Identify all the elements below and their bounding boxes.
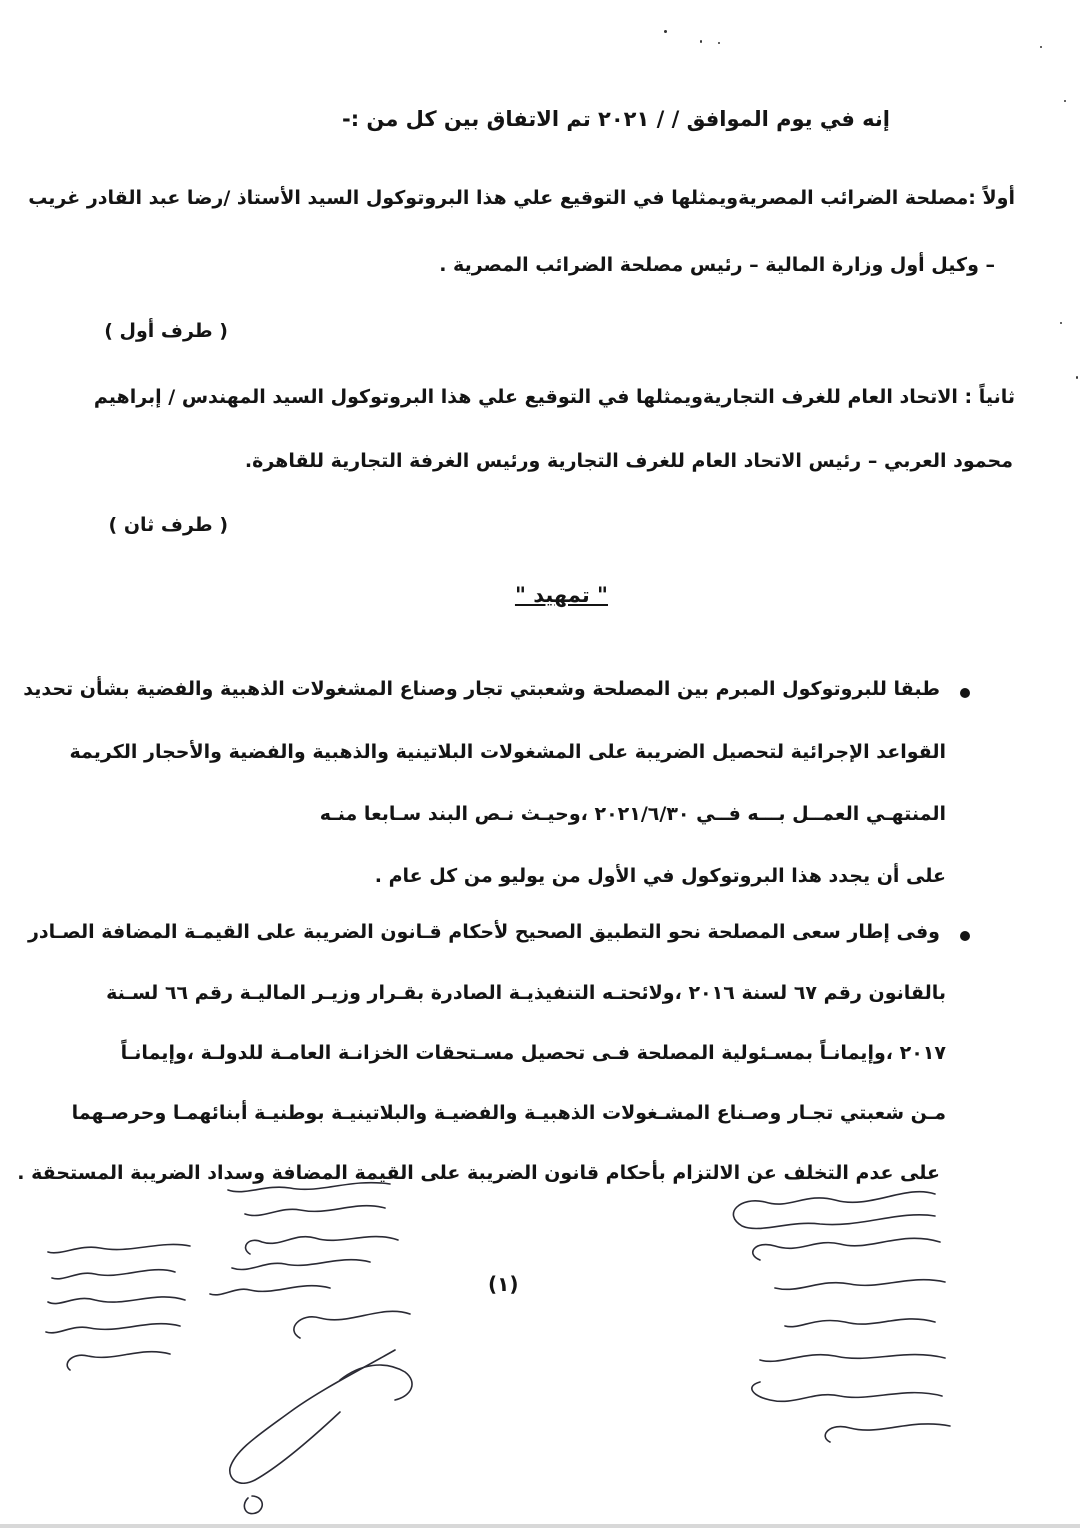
preamble-item1-line-4: على أن يجدد هذا البروتوكول في الأول من يوليو من كل عام . <box>374 865 946 887</box>
signature-stroke <box>48 1297 185 1304</box>
party-one-line-1: أولاً :مصلحة الضرائب المصريةويمثلها في التوقيع علي هذا البروتوكول السيد الأستاذ /رضا عبد القادر غريب <box>28 187 1015 209</box>
preamble-item1-line-3: المنتهـي العمــل بـــه فــي ٢٠٢١/٦/٣٠ ،وحيـث نـص البند سـابعا منـه <box>319 803 946 825</box>
signature-stroke <box>230 1350 395 1483</box>
scan-speck <box>1064 100 1066 102</box>
party-two-line-2: محمود العربي – رئيس الاتحاد العام للغرف التجارية ورئيس الغرفة التجارية للقاهرة. <box>244 450 1013 472</box>
signature-stroke <box>752 1382 942 1401</box>
scan-speck <box>718 42 720 44</box>
scan-edge <box>0 1524 1080 1528</box>
bullet-icon <box>960 688 970 698</box>
party-one-line-2: – وكيل أول وزارة المالية – رئيس مصلحة الضرائب المصرية . <box>439 254 995 276</box>
signature-stroke <box>232 1260 370 1270</box>
preamble-item2-line-3: ٢٠١٧ ،وإيمانـاً بمسـئولية المصلحة فـى تحصيل مسـتحقات الخزانـة العامـة للدولـة ،وإيمانـاً <box>120 1042 946 1064</box>
signature-stroke <box>245 1206 385 1216</box>
scan-speck <box>1040 46 1042 48</box>
signature-stroke <box>46 1324 180 1333</box>
preamble-title: " تمهيد " <box>514 583 608 607</box>
party-two-line-1: ثانياً : الاتحاد العام للغرف التجاريةويمثلها في التوقيع علي هذا البروتوكول السيد المهندس / إبراهيم <box>93 386 1015 408</box>
signature-stroke <box>210 1286 330 1295</box>
signature-stroke <box>246 1237 398 1254</box>
signature-stroke <box>733 1192 935 1229</box>
scan-speck <box>700 40 702 43</box>
signature-stroke <box>48 1244 190 1252</box>
signature-stroke <box>775 1280 945 1290</box>
signature-stroke <box>244 1496 262 1514</box>
signature-right-column <box>733 1192 950 1442</box>
scan-speck <box>664 30 667 33</box>
preamble-item2-line-1: وفى إطار سعى المصلحة نحو التطبيق الصحيح لأحكام قـانون الضريبة على القيمـة المضافة الصـادر <box>27 921 940 943</box>
preamble-item2-line-5: على عدم التخلف عن الالتزام بأحكام قانون الضريبة على القيمة المضافة وسداد الضريبة المستحقة . <box>17 1162 940 1184</box>
page-number: (١) <box>488 1272 519 1296</box>
signature-stroke <box>760 1355 945 1362</box>
preamble-item2-line-4: مـن شعبتي تجـار وصـناع المشـغولات الذهبيـة والفضيـة والبلاتينيـة بوطنيـة أبنائهمـا وحرصـهما <box>71 1102 946 1124</box>
preamble-item2-line-2: بالقانون رقم ٦٧ لسنة ٢٠١٦ ،ولائحتـه التنفيذيـة الصادرة بقـرار وزيـر الماليـة رقم ٦٦ لسـنة <box>106 982 946 1004</box>
signatures-area <box>0 1150 1080 1528</box>
party-two-label: ( طرف ثان ) <box>108 514 228 536</box>
preamble-item1-line-2: القواعد الإجرائية لتحصيل الضريبة على المشغولات البلاتينية والذهبية والفضية والأحجار الكريمة <box>69 741 946 763</box>
signature-stroke <box>753 1238 940 1260</box>
signature-stroke <box>52 1270 175 1279</box>
signature-stroke <box>785 1319 935 1327</box>
signature-stroke <box>825 1424 950 1442</box>
preamble-item1-line-1: طبقا للبروتوكول المبرم بين المصلحة وشعبتي تجار وصناع المشغولات الذهبية والفضية بشأن تحديد <box>23 678 940 700</box>
signature-stroke <box>228 1183 390 1192</box>
signature-stroke <box>67 1352 170 1370</box>
signature-middle-column <box>210 1183 412 1514</box>
agreement-header-line: إنه في يوم الموافق / / ٢٠٢١ تم الاتفاق بين كل من :- <box>342 107 890 131</box>
scan-speck <box>1060 322 1062 324</box>
signature-stroke <box>340 1365 412 1400</box>
party-one-label: ( طرف أول ) <box>104 320 228 342</box>
bullet-icon <box>960 931 970 941</box>
signature-stroke <box>294 1311 410 1338</box>
signature-left-column <box>46 1244 190 1370</box>
scan-speck <box>1076 376 1078 379</box>
